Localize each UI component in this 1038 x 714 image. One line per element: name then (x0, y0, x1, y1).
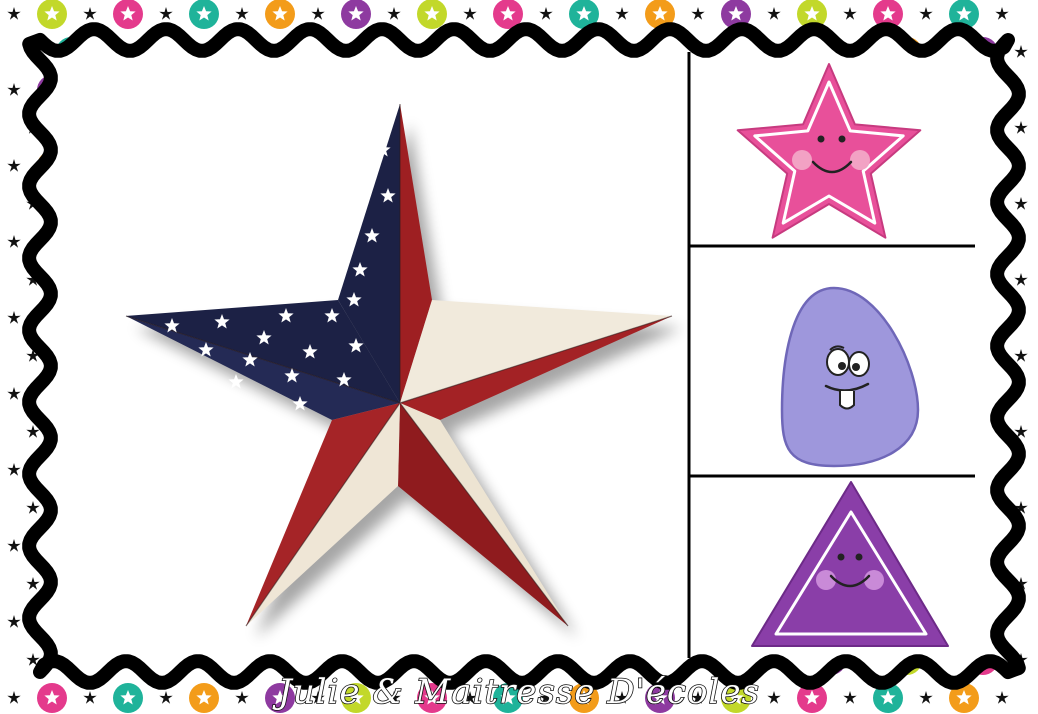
credit-watermark: Julie & Maitresse D'écoles (278, 672, 760, 712)
